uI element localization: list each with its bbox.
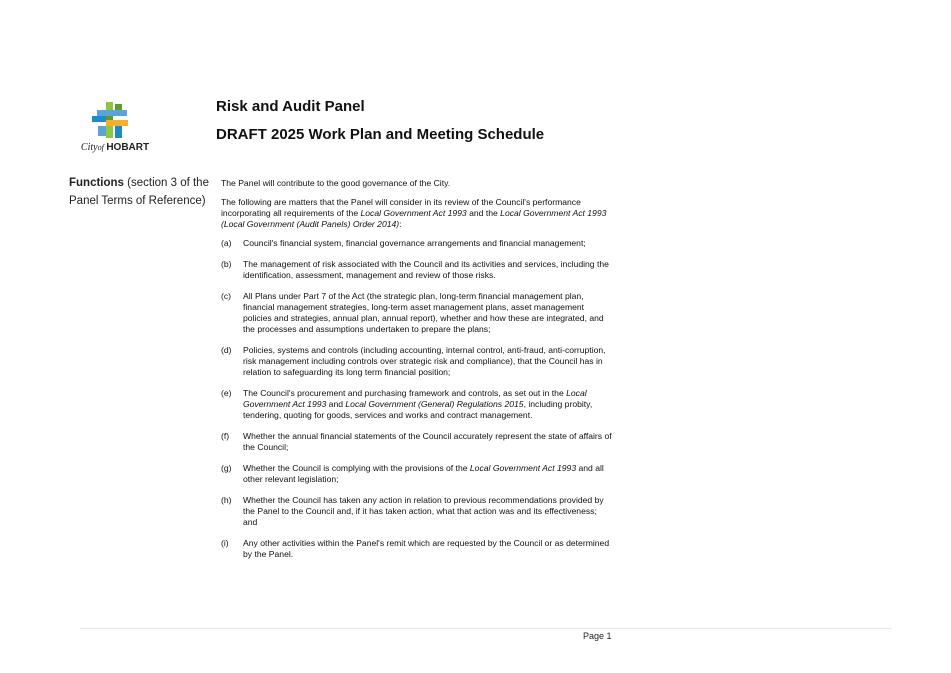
list-marker: (b)	[221, 259, 232, 269]
page-title: Risk and Audit Panel	[216, 98, 365, 115]
page-number: Page 1	[583, 631, 612, 641]
hobart-hash-icon	[92, 102, 132, 140]
list-item: (b) The management of risk associated with the Council and its activities and services, including the identification, assessment, management and review of those risks.	[221, 259, 609, 280]
list-marker: (d)	[221, 345, 232, 355]
list-marker: (g)	[221, 463, 232, 473]
footer-divider	[80, 628, 892, 629]
list-marker: (e)	[221, 388, 232, 398]
list-marker: (i)	[221, 538, 229, 548]
list-item: (g) Whether the Council is complying with the provisions of the Local Government Act 1993 and all other relevant legislation;	[221, 463, 604, 484]
functions-body	[221, 178, 613, 570]
functions-list	[221, 238, 613, 560]
page-subtitle: DRAFT 2025 Work Plan and Meeting Schedule	[216, 126, 545, 143]
list-item: (h) Whether the Council has taken any action in relation to previous recommendations provided by the Panel to the Council and, if it has taken action, what that action was and its effectiveness; and	[221, 495, 604, 527]
functions-reference: (section 3 of the Panel Terms of Reference)	[69, 177, 209, 207]
intro-paragraph-1: The Panel will contribute to the good governance of the City.	[221, 178, 451, 188]
list-marker: (c)	[221, 291, 232, 301]
list-item: (c) All Plans under Part 7 of the Act (the strategic plan, long-term financial management plan, financial management strategies, long-term asset management plans, asset management policies and strategies, annual plan, annual report), whether and how these are integrated, and the processes and assumptions undertaken to prepare the plans;	[221, 291, 604, 334]
list-marker: (h)	[221, 495, 232, 505]
list-marker: (a)	[221, 238, 232, 248]
list-item: (e) The Council's procurement and purchasing framework and controls, as set out in the Local Government Act 1993 and Local Government (General) Regulations 2015, including probity, tendering, quoting for goods, services and works and contract management.	[221, 388, 593, 420]
list-item: (i) Any other activities within the Panel's remit which are requested by the Council or as determined by the Panel.	[221, 538, 610, 559]
list-item: (d) Policies, systems and controls (including accounting, internal control, anti-fraud, anti-corruption, risk management including controls over strategic risk and compliance), that the Council has in relation to safeguarding its long term financial position;	[221, 345, 606, 377]
list-item: (a) Council's financial system, financial governance arrangements and financial management;	[221, 238, 586, 248]
intro-paragraph-2: The following are matters that the Panel will consider in its review of the Council's performance incorporating all requirements of the Local Government Act 1993 and the Local Government Act 1993 (Local Government (Audit Panels) Order 2014):	[221, 197, 607, 229]
logo-wordmark: Cityof HOBART	[80, 142, 150, 153]
list-marker: (f)	[221, 431, 230, 441]
functions-label	[69, 174, 214, 210]
city-of-hobart-logo	[74, 100, 156, 158]
functions-heading: Functions	[69, 177, 124, 189]
list-item: (f) Whether the annual financial statements of the Council accurately represent the state of affairs of the Council;	[221, 431, 612, 452]
